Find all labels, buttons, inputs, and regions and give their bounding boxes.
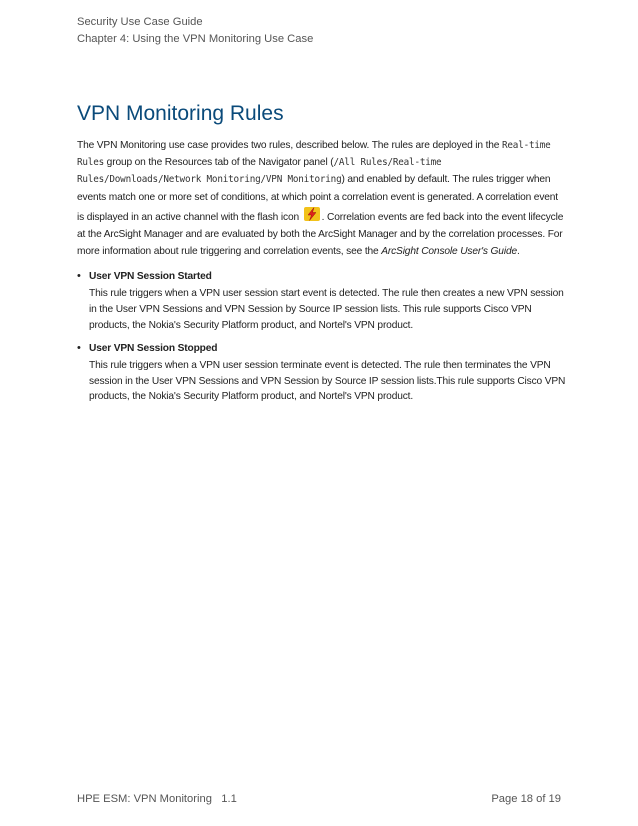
intro-text-1: The VPN Monitoring use case provides two rules, described below. The rules are deployed in the: [77, 140, 502, 151]
rule-description: This rule triggers when a VPN user session start event is detected. The rule then creates a new VPN session in the User VPN Sessions and VPN Session by Source IP session lists. This rule supports Cisco VPN products, the Nokia's Security Platform product, and Nortel's VPN product.: [89, 288, 564, 332]
bullet-icon: •: [77, 341, 81, 354]
intro-text-3: ) and enabled by default. The rules trigger when events match one or more set of conditions, at which point a correlation event is generated. A correlation event is displayed in an active channel with the flash icon: [77, 174, 558, 223]
chapter-title: Chapter 4: Using the VPN Monitoring Use Case: [77, 33, 314, 45]
code-navigator-path: /All Rules/Real-time Rules/Downloads/Network Monitoring/VPN Monitoring: [77, 157, 442, 186]
footer-product: HPE ESM: VPN Monitoring 1.1: [77, 793, 237, 805]
intro-text-2: group on the Resources tab of the Navigator panel (: [104, 157, 334, 169]
guide-reference: ArcSight Console User's Guide: [381, 246, 517, 258]
rule-list: [77, 268, 567, 405]
guide-title: Security Use Case Guide: [77, 16, 203, 28]
rule-name: User VPN Session Started: [89, 271, 212, 283]
list-item: [77, 268, 567, 333]
bullet-icon: •: [77, 270, 81, 283]
page-number: Page 18 of 19: [491, 793, 561, 805]
intro-paragraph: [77, 137, 567, 260]
code-rule-group: Real-time Rules: [77, 140, 551, 169]
intro-text-5: .: [516, 246, 520, 258]
flash-icon: [303, 206, 321, 222]
section-title: VPN Monitoring Rules: [77, 102, 284, 125]
section-content: [77, 137, 567, 411]
rule-name: User VPN Session Stopped: [89, 342, 218, 354]
intro-text-4: . Correlation events are fed back into the event lifecycle at the ArcSight Manager and are evaluated by both the ArcSight Manager and by the correlation processes. For more information about rule triggering and correlation events, see the: [77, 211, 564, 258]
rule-description: This rule triggers when a VPN user session terminate event is detected. The rule then terminates the VPN session in the User VPN Sessions and VPN Session by Source IP session lists.This rule supports Cisco VPN products, the Nokia's Security Platform product, and Nortel's VPN product.: [89, 359, 566, 403]
running-header: [77, 14, 313, 48]
list-item: [77, 340, 567, 405]
